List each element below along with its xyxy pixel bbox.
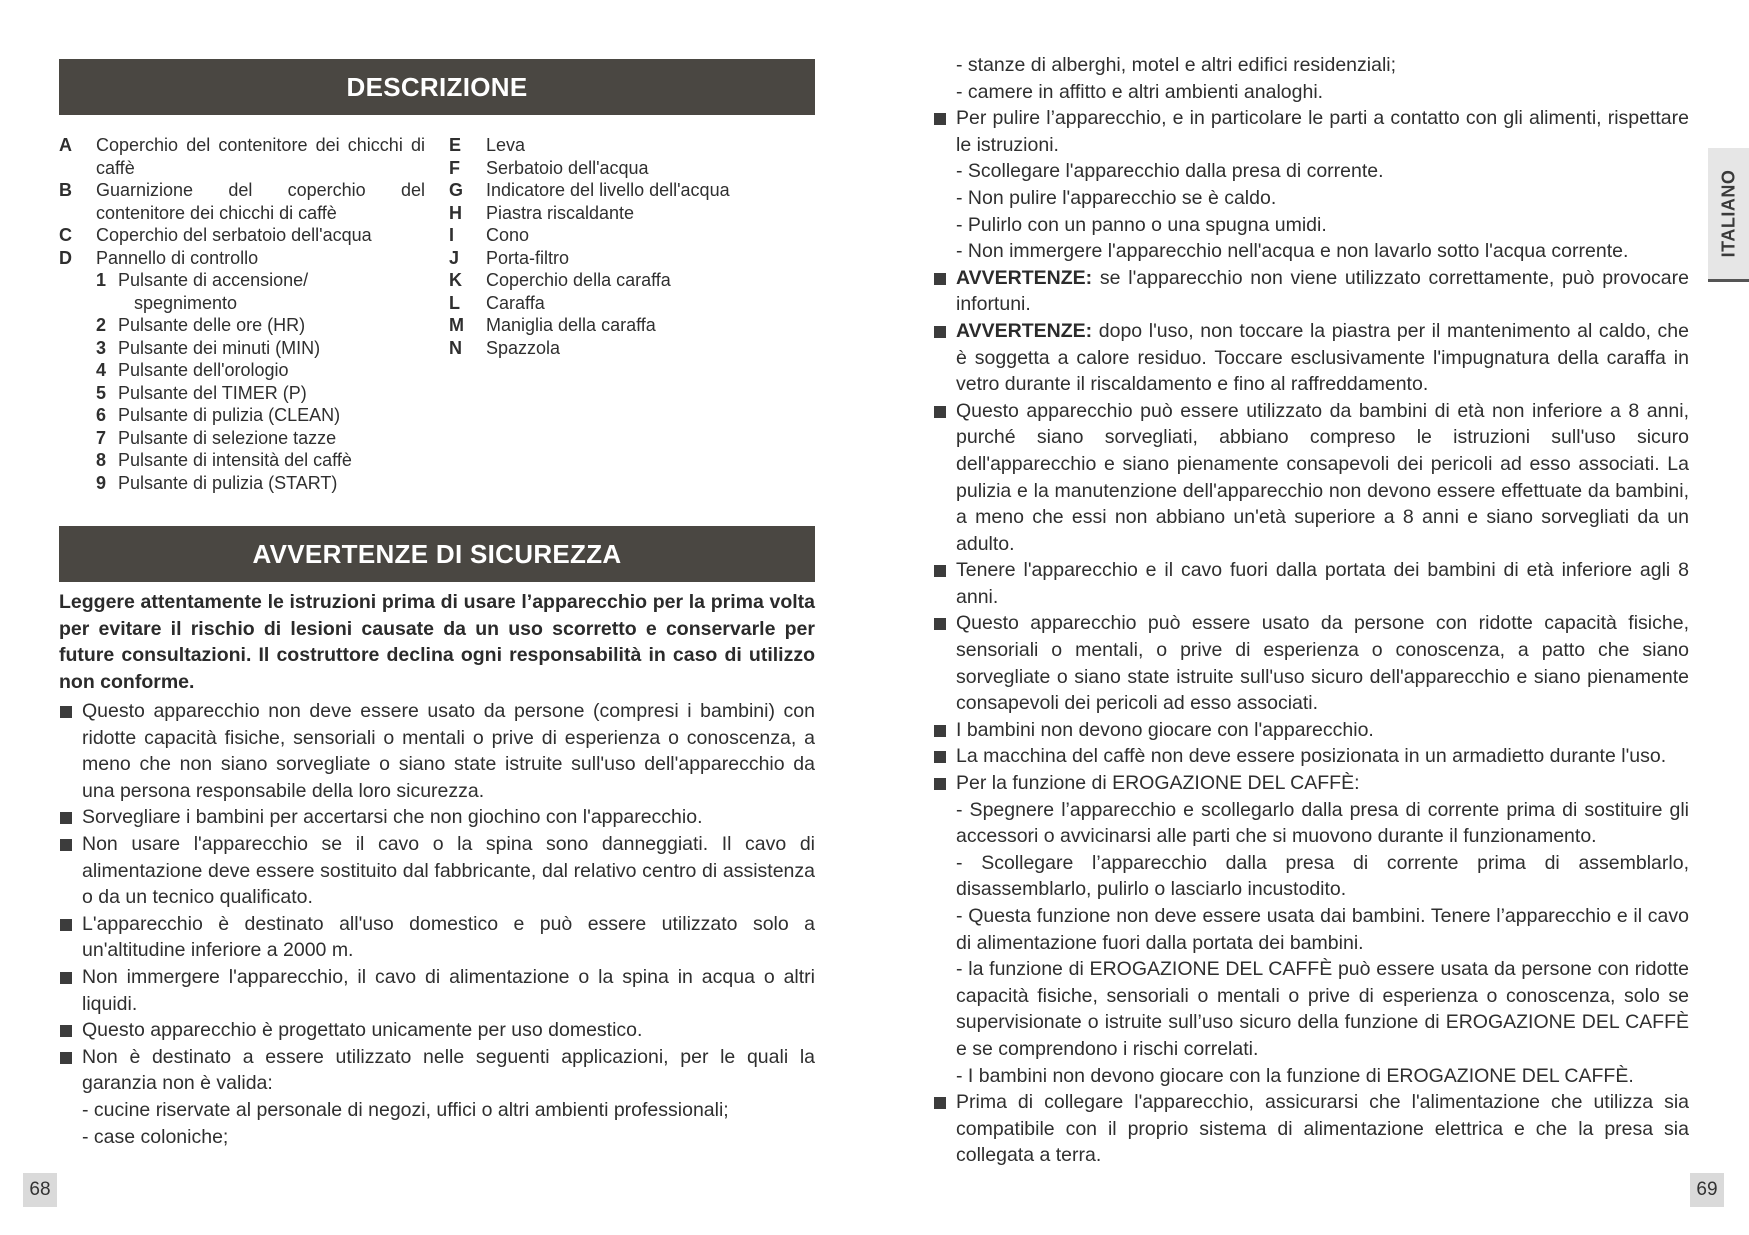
bullet-square-icon <box>934 725 946 737</box>
description-title: DESCRIZIONE <box>346 71 528 102</box>
item-number: 6 <box>96 405 107 425</box>
item-text: Pulsante di selezione tazze <box>118 427 337 448</box>
bullet-item <box>59 698 815 804</box>
bullet-text: Questo apparecchio può essere utilizzato da bambini di età non inferiore a 8 anni, purché siano sorvegliati, abbiano compreso le istruzioni sull'uso sicuro dell'apparecchio e siano pienamente consapevoli dei pericoli ad esso associati. La pulizia e la manutenzione dell'apparecchio non devono essere effettuate da bambini, a meno che essi non abbiano un'età superiore a 8 anni e siano sorvegliati da un adulto. <box>956 399 1689 555</box>
item-letter: G <box>449 180 464 200</box>
bullet-square-icon <box>934 273 946 285</box>
list-item <box>449 292 829 315</box>
sub-line: - Scollegare l'apparecchio dalla presa di corrente. <box>956 160 1384 183</box>
item-letter: A <box>59 135 72 155</box>
item-text: Maniglia della caraffa <box>486 315 656 335</box>
item-number: 2 <box>96 315 107 335</box>
bullet-item <box>933 398 1689 558</box>
list-item <box>96 472 425 495</box>
sub-line: - la funzione di EROGAZIONE DEL CAFFÈ può essere usata da persone con ridotte capacità fisiche, sensoriali o mentali o prive di esperienza o conoscenza, solo se supervisionate o istruite sull’uso sicuro della funzione di EROGAZIONE DEL CAFFÈ e se comprendono i rischi correlati. <box>956 958 1689 1060</box>
left-page <box>0 0 874 1235</box>
continuation-line: - stanze di alberghi, motel e altri edifici residenziali; <box>956 54 1397 76</box>
item-text-cont: spegnimento <box>134 292 238 313</box>
item-number: 9 <box>96 472 107 493</box>
list-item <box>96 359 425 382</box>
bullet-text: Prima di collegare l'apparecchio, assicurarsi che l'alimentazione che utilizza sia compatibile con il proprio sistema di alimentazione elettrica e che la presa sia collegata a terra. <box>956 1091 1689 1167</box>
item-text: Pannello di controllo <box>96 247 259 268</box>
language-label: ITALIANO <box>1718 169 1738 258</box>
item-letter: N <box>449 337 462 358</box>
item-text: Piastra riscaldante <box>486 202 635 223</box>
item-letter: D <box>59 247 72 268</box>
sub-line: - Scollegare l’apparecchio dalla presa di corrente prima di assemblarlo, disassemblarlo, pulirlo o lasciarlo incustodito. <box>956 851 1689 901</box>
item-text: Cono <box>486 225 530 245</box>
item-text: Coperchio del contenitore dei chicchi di caffè <box>96 135 425 178</box>
language-tab <box>1708 148 1749 282</box>
bullet-text: L'apparecchio è destinato all'uso domestico e può essere utilizzato solo a un'altitudine inferiore a 2000 m. <box>82 912 815 962</box>
bullet-text: Non è destinato a essere utilizzato nelle seguenti applicazioni, per le quali la garanzia non è valida: <box>82 1045 815 1095</box>
bullet-square-icon <box>934 778 946 790</box>
sub-line: - case coloniche; <box>82 1125 229 1148</box>
item-text: Pulsante di intensità del caffè <box>118 450 352 470</box>
bullet-square-icon <box>60 972 72 984</box>
sub-line: - cucine riservate al personale di negozi, uffici o altri ambienti professionali; <box>82 1098 729 1121</box>
list-item <box>96 337 425 360</box>
list-item <box>59 224 425 247</box>
item-letter: K <box>449 270 462 290</box>
control-panel-list <box>96 269 425 494</box>
item-text-line: Pulsante di accensione/ <box>118 270 309 290</box>
item-number: 7 <box>96 427 107 448</box>
list-item <box>449 202 829 225</box>
list-item <box>449 269 829 292</box>
bullet-item <box>59 1017 815 1044</box>
sub-line: - I bambini non devono giocare con la funzione di EROGAZIONE DEL CAFFÈ. <box>956 1064 1634 1087</box>
list-item <box>96 449 425 472</box>
sub-line: - Non immergere l'apparecchio nell'acqua e non lavarlo sotto l'acqua corrente. <box>956 240 1629 263</box>
bullet-square-icon <box>60 1025 72 1037</box>
sub-line: - Pulirlo con un panno o una spugna umidi. <box>956 213 1327 236</box>
sub-line: - Questa funzione non deve essere usata dai bambini. Tenere l’apparecchio e il cavo di alimentazione fuori dalla portata dei bambini. <box>956 905 1689 954</box>
item-letter: H <box>449 202 462 223</box>
warning-text: dopo l'uso, non toccare la piastra per il mantenimento al caldo, che è soggetta a calore residuo. Toccare esclusivamente l'impugnatura della caraffa in vetro durante il riscaldamento e fino al raffreddamento. <box>956 319 1689 396</box>
safety-bullet-list <box>59 698 815 1150</box>
bullet-item <box>59 804 815 831</box>
bullet-square-icon <box>934 113 946 125</box>
bullet-square-icon <box>60 706 72 718</box>
description-list-column-2 <box>449 134 829 359</box>
list-item <box>59 134 425 179</box>
bullet-square-icon <box>934 565 946 577</box>
bullet-item <box>59 964 815 1017</box>
bullet-item <box>59 1044 815 1150</box>
bullet-item <box>933 1089 1689 1169</box>
list-item <box>449 224 829 247</box>
description-list-column-1 <box>59 134 425 494</box>
bullet-square-icon <box>934 618 946 630</box>
item-text: Spazzola <box>486 337 561 358</box>
item-text: Coperchio della caraffa <box>486 270 671 290</box>
list-item <box>59 247 425 270</box>
list-item <box>96 382 425 405</box>
item-letter: M <box>449 315 464 335</box>
item-text: Pulsante di pulizia (START) <box>118 472 338 493</box>
list-item <box>59 179 425 224</box>
warning-item <box>933 265 1689 318</box>
item-text: Serbatoio dell'acqua <box>486 157 649 178</box>
bullet-text: Questo apparecchio non deve essere usato da persone (compresi i bambini) con ridotte capacità fisiche, sensoriali o mentali o prive di esperienza o conoscenza, a meno che non siano sorvegliate o siano state istruite sull'uso dell'apparecchio da una persona responsabile della loro sicurezza. <box>82 700 815 802</box>
warning-label: AVVERTENZE: <box>956 319 1093 342</box>
warning-item <box>933 318 1689 398</box>
item-letter: L <box>449 292 460 313</box>
item-text: Indicatore del livello dell'acqua <box>486 180 730 200</box>
item-text: Caraffa <box>486 292 545 313</box>
bullet-square-icon <box>60 839 72 851</box>
item-text: Pulsante dei minuti (MIN) <box>118 337 321 358</box>
bullet-square-icon <box>60 812 72 824</box>
bullet-text: Per la funzione di EROGAZIONE DEL CAFFÈ: <box>956 772 1360 795</box>
sub-line: - Non pulire l'apparecchio se è caldo. <box>956 186 1277 209</box>
list-item <box>96 269 425 314</box>
list-item <box>96 427 425 450</box>
safety-title: AVVERTENZE DI SICUREZZA <box>252 538 622 569</box>
page-number: 69 <box>1690 1173 1724 1207</box>
item-text: Pulsante del TIMER (P) <box>118 382 307 403</box>
safety-intro: Leggere attentamente le istruzioni prima di usare l’apparecchio per la prima volta per evitare il rischio di lesioni causate da un uso scorretto e conservarle per future consultazioni. Il costruttore declina ogni responsabilità in caso di utilizzo non conforme. <box>59 591 815 693</box>
item-text: Pulsante dell'orologio <box>118 360 289 380</box>
bullet-text: Questo apparecchio può essere usato da persone con ridotte capacità fisiche, sensoriali o mentali, o prive di esperienza o conoscenza, a patto che siano sorvegliate o siano state istruite sull'uso sicuro dell'apparecchio e siano pienamente consapevoli dei pericoli ad esso associati. <box>956 612 1689 715</box>
bullet-square-icon <box>934 751 946 763</box>
bullet-item <box>933 610 1689 716</box>
item-number: 3 <box>96 337 107 358</box>
item-text: Guarnizione del coperchio del contenitore dei chicchi di caffè <box>96 180 425 223</box>
safety-bullet-list-continued <box>933 52 1689 1169</box>
bullet-item <box>59 911 815 964</box>
item-text: Porta-filtro <box>486 247 570 268</box>
bullet-item <box>933 105 1689 265</box>
item-letter: B <box>59 180 72 200</box>
item-text: Pulsante delle ore (HR) <box>118 315 306 335</box>
item-text: Pulsante di pulizia (CLEAN) <box>118 405 341 425</box>
bullet-text: Sorvegliare i bambini per accertarsi che non giochino con l'apparecchio. <box>82 806 703 829</box>
warning-label: AVVERTENZE: <box>956 266 1093 289</box>
bullet-text: Tenere l'apparecchio e il cavo fuori dalla portata dei bambini di età inferiore agli 8 anni. <box>956 559 1689 608</box>
bullet-text: La macchina del caffè non deve essere posizionata in un armadietto durante l'uso. <box>956 745 1667 768</box>
item-number: 5 <box>96 382 107 403</box>
list-item <box>449 179 829 202</box>
item-letter: I <box>449 225 455 245</box>
item-letter: E <box>449 135 462 155</box>
page-number: 68 <box>23 1173 57 1207</box>
bullet-text: Non usare l'apparecchio se il cavo o la spina sono danneggiati. Il cavo di alimentazione deve essere sostituito dal fabbricante, dal relativo centro di assistenza o da un tecnico qualificato. <box>82 832 815 909</box>
bullet-item <box>933 557 1689 610</box>
list-item <box>96 404 425 427</box>
item-letter: C <box>59 225 72 245</box>
item-letter: J <box>449 247 460 268</box>
list-item <box>449 337 829 360</box>
bullet-text: Non immergere l'apparecchio, il cavo di alimentazione o la spina in acqua o altri liquidi. <box>82 965 815 1015</box>
description-header <box>59 59 815 115</box>
continuation-line: - camere in affitto e altri ambienti analoghi. <box>956 80 1324 103</box>
right-page <box>874 0 1749 1235</box>
bullet-square-icon <box>60 1052 72 1064</box>
item-number: 8 <box>96 450 107 470</box>
list-item <box>449 247 829 270</box>
item-letter: F <box>449 157 460 178</box>
bullet-square-icon <box>934 326 946 338</box>
bullet-text: Per pulire l’apparecchio, e in particolare le parti a contatto con gli alimenti, rispettare le istruzioni. <box>956 107 1689 156</box>
bullet-text: I bambini non devono giocare con l'apparecchio. <box>956 718 1374 741</box>
bullet-item <box>933 717 1689 744</box>
bullet-text: Questo apparecchio è progettato unicamente per uso domestico. <box>82 1019 643 1042</box>
safety-header <box>59 526 815 582</box>
item-number: 1 <box>96 270 107 290</box>
warning-text: se l'apparecchio non viene utilizzato correttamente, può provocare infortuni. <box>956 266 1689 316</box>
bullet-item <box>933 770 1689 1089</box>
list-item <box>96 314 425 337</box>
list-item <box>449 314 829 337</box>
list-item <box>449 134 829 157</box>
list-item <box>449 157 829 180</box>
bullet-square-icon <box>934 406 946 418</box>
bullet-item <box>59 831 815 911</box>
bullet-item <box>933 743 1689 770</box>
item-text: Coperchio del serbatoio dell'acqua <box>96 225 372 245</box>
item-text <box>118 269 425 314</box>
item-text: Leva <box>486 135 526 155</box>
sub-line: - Spegnere l’apparecchio e scollegarlo dalla presa di corrente prima di sostituire gli accessori o avvicinarsi alle parti che si muovono durante il funzionamento. <box>956 798 1689 848</box>
bullet-square-icon <box>60 919 72 931</box>
item-number: 4 <box>96 360 107 380</box>
bullet-square-icon <box>934 1097 946 1109</box>
